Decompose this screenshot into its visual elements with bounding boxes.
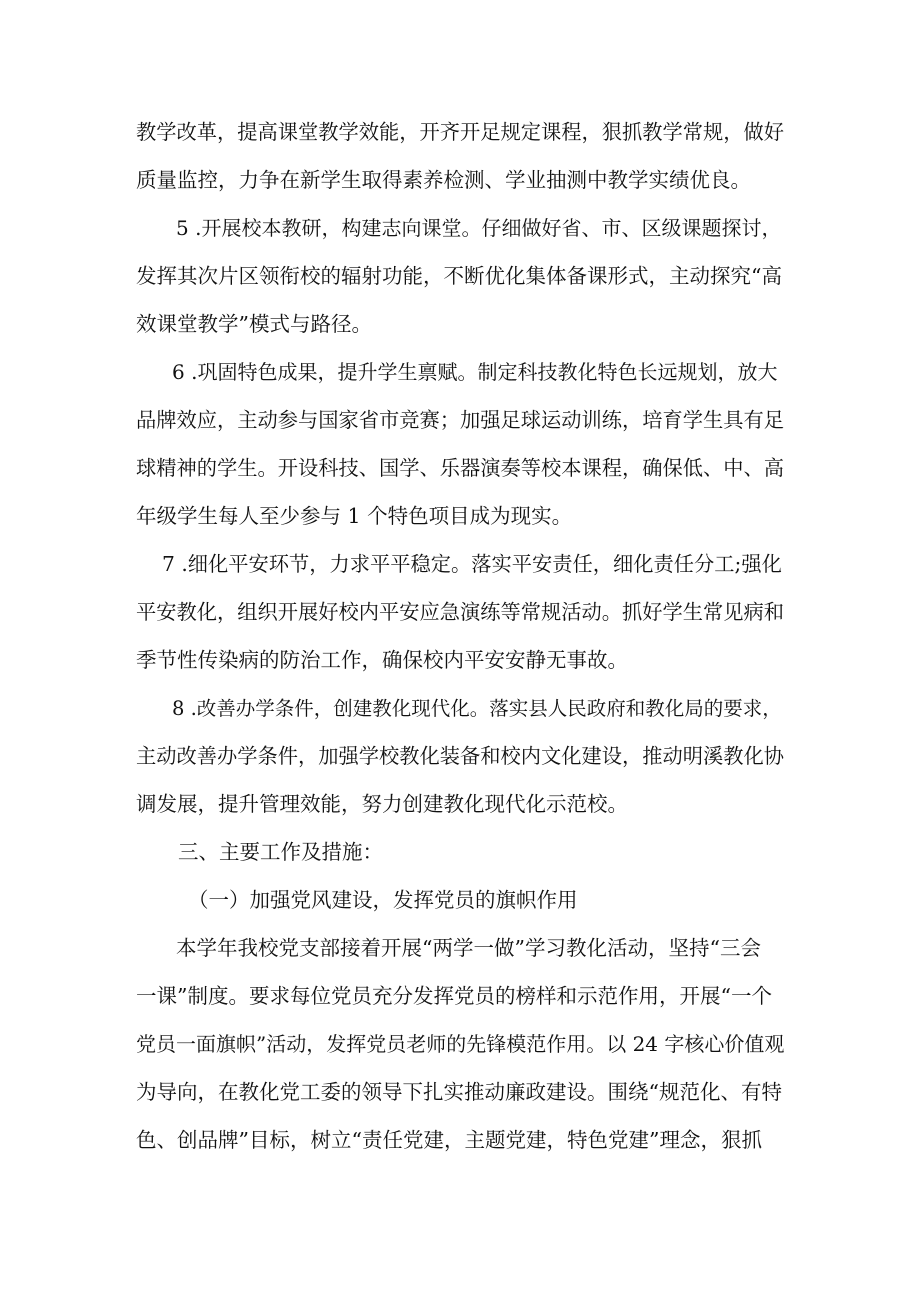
text-line: [0, 1026, 920, 1062]
line-text: 色、创品牌”目标，树立“责任党建，主题党建，特色党建”理念，狠抓: [136, 1128, 762, 1152]
line-text: 8 .改善办学条件，创建教化现代化。落实县人民政府和教化局的要求，: [172, 697, 782, 720]
line-text: 一课”制度。要求每位党员充分发挥党员的榜样和示范作用，开展“一个: [136, 984, 772, 1008]
line-text: 季节性传染病的防治工作，确保校内平安安静无事故。: [136, 648, 628, 672]
text-line: [0, 450, 920, 486]
text-line: [0, 114, 920, 150]
text-line: [0, 978, 920, 1014]
line-text: 质量监控，力争在新学生取得素养检测、学业抽测中教学实绩优良。: [136, 168, 751, 192]
text-line: [0, 402, 920, 438]
text-line: [0, 258, 920, 294]
text-line: [0, 738, 920, 774]
line-text: 球精神的学生。开设科技、国学、乐器演奏等校本课程，确保低、中、高: [136, 456, 785, 480]
text-line: [0, 1122, 920, 1158]
line-text: 效课堂教学”模式与路径。: [136, 312, 372, 336]
text-line: [0, 930, 920, 966]
subsection-heading-text: （一）加强党风建设，发挥党员的旗帜作用: [188, 888, 578, 912]
line-text: 平安教化，组织开展好校内平安应急演练等常规活动。抓好学生常见病和: [136, 600, 785, 624]
subsection-heading: [0, 882, 920, 918]
text-line: [0, 1074, 920, 1110]
line-text: 党员一面旗帜”活动，发挥党员老师的先锋模范作用。以 24 字核心价值观: [136, 1032, 785, 1056]
text-line: [0, 354, 920, 390]
line-text: 调发展，提升管理效能，努力创建教化现代化示范校。: [136, 792, 628, 816]
line-text: 6 .巩固特色成果，提升学生禀赋。制定科技教化特色长远规划，放大: [172, 360, 778, 384]
line-text: 发挥其次片区领衔校的辐射功能，不断优化集体备课形式，主动探究“高: [136, 264, 782, 288]
text-line: [0, 162, 920, 198]
line-text: 教学改革，提高课堂教学效能，开齐开足规定课程，狠抓教学常规，做好: [136, 120, 785, 144]
line-text: 主动改善办学条件，加强学校教化装备和校内文化建设，推动明溪教化协: [136, 744, 785, 768]
line-text: 品牌效应，主动参与国家省市竞赛；加强足球运动训练，培育学生具有足: [136, 408, 785, 432]
text-line: [0, 594, 920, 630]
text-line: [0, 690, 920, 726]
line-text: 7 .细化平安环节，力求平平稳定。落实平安责任，细化责任分工;强化: [162, 552, 782, 576]
text-line: [0, 546, 920, 582]
text-line: [0, 786, 920, 822]
line-text: 年级学生每人至少参与 1 个特色项目成为现实。: [136, 504, 573, 528]
line-text: 5 .开展校本教研，构建志向课堂。仔细做好省、市、区级课题探讨，: [176, 216, 782, 240]
text-line: [0, 210, 920, 246]
line-text: 本学年我校党支部接着开展“两学一做”学习教化活动，坚持“三会: [176, 936, 761, 960]
line-text: 为导向，在教化党工委的领导下扎实推动廉政建设。围绕“规范化、有特: [136, 1080, 782, 1104]
section-heading: [0, 834, 920, 870]
text-line: [0, 642, 920, 678]
section-heading-text: 三、主要工作及措施：: [178, 840, 383, 864]
text-line: [0, 306, 920, 342]
text-line: [0, 498, 920, 534]
